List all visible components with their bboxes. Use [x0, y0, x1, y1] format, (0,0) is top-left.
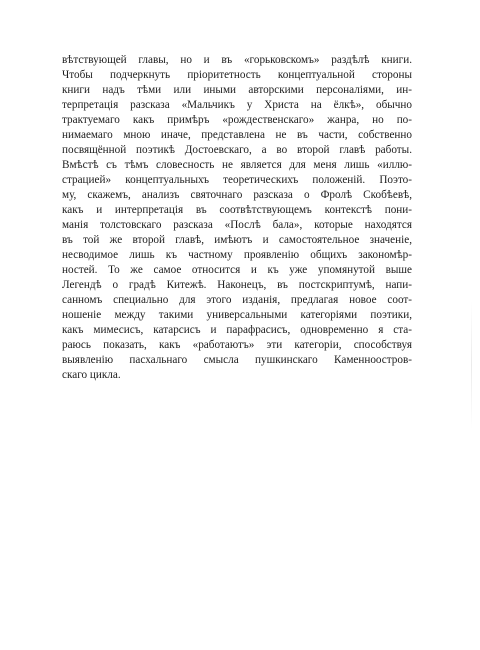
- text-line: посвящённой поэтикѣ Достоевскаго, а во второй главѣ работы.: [62, 144, 412, 156]
- text-line: скаго цикла.: [62, 369, 121, 381]
- page-edge-shadow: [471, 300, 472, 430]
- text-line: ностей. То же самое относится и къ уже упомянутой выше: [62, 264, 412, 276]
- text-line: терпретація разсказа «Мальчикъ у Христа на ёлкѣ», обычно: [62, 99, 412, 111]
- text-line: санномъ специально для этого изданія, предлагая новое соот-: [62, 294, 412, 306]
- text-line: Чтобы подчеркнуть пріоритетность концептуальной стороны: [62, 69, 412, 81]
- text-line: Вмѣстѣ съ тѣмъ словесность не является для меня лишь «иллю-: [62, 159, 412, 171]
- text-line: несводимое лишь къ частному проявленію общихъ закономѣр-: [62, 249, 412, 261]
- body-text: [62, 53, 412, 383]
- text-line: трактуемаго какъ примѣръ «рождественскаго» жанра, но по-: [62, 114, 412, 126]
- text-line: выявленію пасхальнаго смысла пушкинскаго Каменноостров-: [62, 354, 412, 366]
- text-line: нимаемаго мною иначе, представлена не въ части, собственно: [62, 129, 412, 141]
- text-line: вѣтствующей главы, но и въ «горьковскомъ» раздѣлѣ книги.: [62, 54, 412, 66]
- text-line: какъ и интерпретація въ соотвѣтствующемъ контекстѣ пони-: [62, 204, 412, 216]
- text-line: какъ мимесисъ, катарсисъ и парафрасисъ, одновременно я ста-: [62, 324, 412, 336]
- text-line: му, скажемъ, анализъ святочнаго разсказа о Фролѣ Скобѣевѣ,: [62, 189, 412, 201]
- text-line: Легендѣ о градѣ Китежѣ. Наконецъ, въ постскриптумѣ, напи-: [62, 279, 412, 291]
- text-line: въ той же второй главѣ, имѣютъ и самостоятельное значеніе,: [62, 234, 412, 246]
- text-line: книги надъ тѣми или иными авторскими персоналіями, ин-: [62, 84, 412, 96]
- text-line: страцией» концептуальныхъ теоретическихъ положеній. Поэто-: [62, 174, 412, 186]
- text-line: раюсь показать, какъ «работаютъ» эти категоріи, способствуя: [62, 339, 412, 351]
- text-line: манія толстовскаго разсказа «Послѣ бала», которые находятся: [62, 219, 412, 231]
- text-line: ношеніе между такими универсальными категоріями поэтики,: [62, 309, 412, 321]
